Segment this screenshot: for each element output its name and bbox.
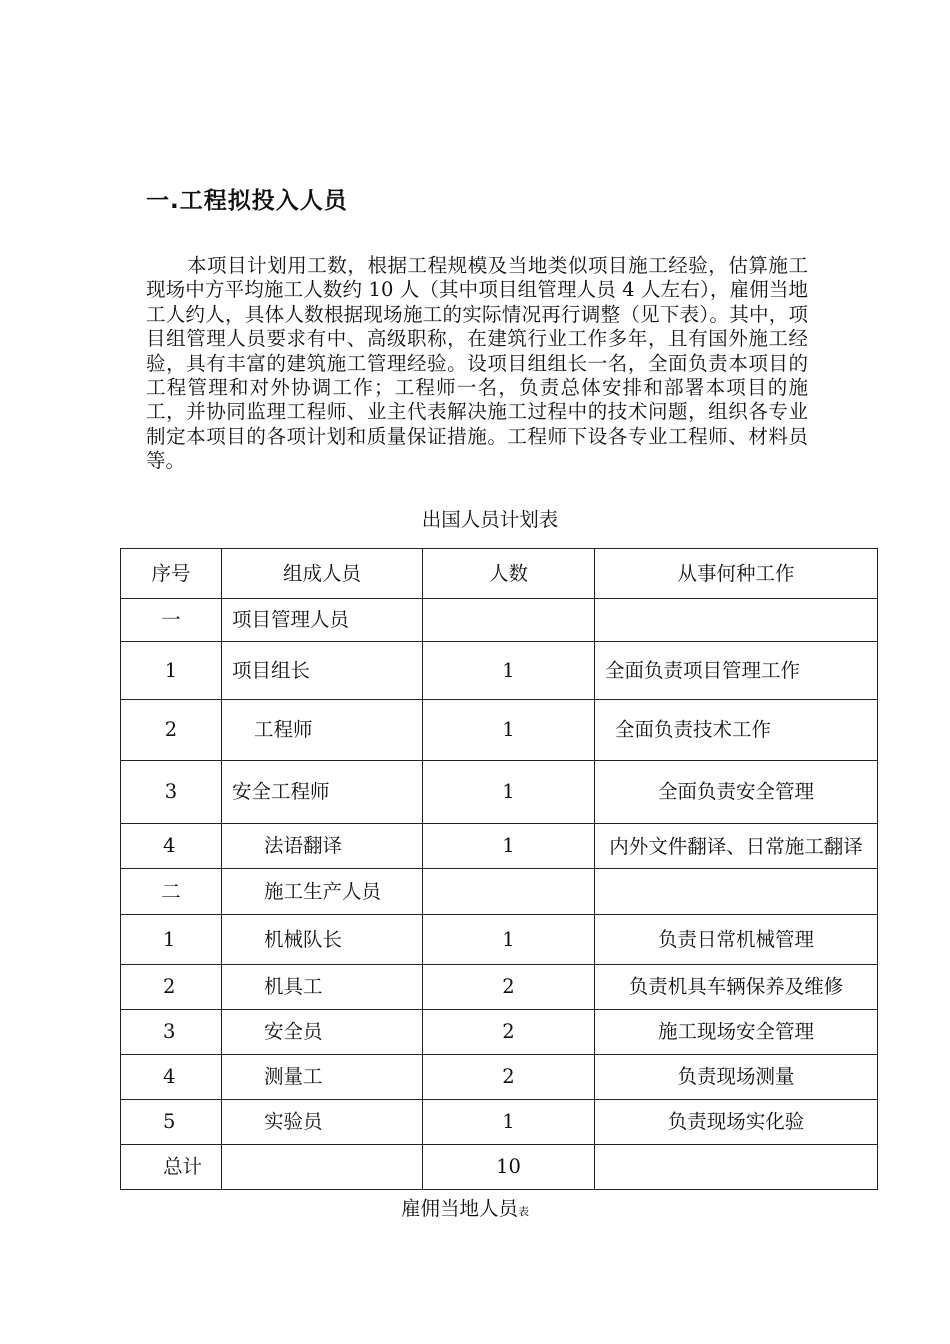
cell-total-count: 10 <box>423 1145 595 1190</box>
cell-count: 1 <box>423 642 595 700</box>
cell-member: 安全工程师 <box>222 761 423 824</box>
table-row <box>121 869 878 915</box>
cell-count: 1 <box>423 700 595 761</box>
table-total-row <box>121 1145 878 1190</box>
table-row <box>121 1100 878 1145</box>
cell-member: 安全员 <box>222 1010 423 1055</box>
cell-count: 1 <box>423 1100 595 1145</box>
cell-total-label: 总计 <box>121 1145 222 1190</box>
table-row <box>121 700 878 761</box>
cell-index: 4 <box>121 824 222 869</box>
header-member: 组成人员 <box>222 549 423 599</box>
next-caption-main: 雇佣当地人员 <box>400 1197 518 1220</box>
cell-count: 2 <box>423 1055 595 1100</box>
cell-member: 机具工 <box>222 965 423 1010</box>
cell-member: 测量工 <box>222 1055 423 1100</box>
cell-member: 施工生产人员 <box>222 869 423 915</box>
cell-member: 工程师 <box>222 700 423 761</box>
cell-index: 4 <box>121 1055 222 1100</box>
section-heading: 一.工程拟投入人员 <box>146 188 348 214</box>
cell-index: 5 <box>121 1100 222 1145</box>
cell-count: 2 <box>423 965 595 1010</box>
cell-index: 2 <box>121 700 222 761</box>
table-row <box>121 965 878 1010</box>
cell-count <box>423 599 595 642</box>
cell-member <box>222 1145 423 1190</box>
table-header-row <box>121 549 878 599</box>
table-row <box>121 761 878 824</box>
cell-index: 一 <box>121 599 222 642</box>
cell-index: 1 <box>121 642 222 700</box>
table-row <box>121 1010 878 1055</box>
header-index: 序号 <box>121 549 222 599</box>
cell-duty: 负责现场测量 <box>595 1055 878 1100</box>
cell-member: 项目组长 <box>222 642 423 700</box>
cell-count: 2 <box>423 1010 595 1055</box>
cell-duty: 全面负责安全管理 <box>595 761 878 824</box>
table-row <box>121 915 878 965</box>
cell-member: 机械队长 <box>222 915 423 965</box>
cell-duty <box>595 1145 878 1190</box>
cell-index: 1 <box>121 915 222 965</box>
cell-duty: 内外文件翻译、日常施工翻译 <box>595 824 878 869</box>
cell-duty <box>595 869 878 915</box>
table-row <box>121 824 878 869</box>
cell-duty: 负责日常机械管理 <box>595 915 878 965</box>
cell-duty: 负责机具车辆保养及维修 <box>595 965 878 1010</box>
table-row <box>121 642 878 700</box>
cell-index: 3 <box>121 1010 222 1055</box>
table-row <box>121 1055 878 1100</box>
cell-duty <box>595 599 878 642</box>
cell-duty: 全面负责技术工作 <box>595 700 878 761</box>
cell-count: 1 <box>423 915 595 965</box>
cell-index: 2 <box>121 965 222 1010</box>
cell-index: 3 <box>121 761 222 824</box>
cell-duty: 负责现场实化验 <box>595 1100 878 1145</box>
cell-index: 二 <box>121 869 222 915</box>
cell-duty: 施工现场安全管理 <box>595 1010 878 1055</box>
next-caption-small: 表 <box>518 1205 529 1218</box>
cell-member: 实验员 <box>222 1100 423 1145</box>
header-count: 人数 <box>423 549 595 599</box>
cell-count <box>423 869 595 915</box>
cell-duty: 全面负责项目管理工作 <box>595 642 878 700</box>
cell-member: 项目管理人员 <box>222 599 423 642</box>
cell-count: 1 <box>423 824 595 869</box>
header-duty: 从事何种工作 <box>595 549 878 599</box>
next-table-caption <box>0 1193 930 1221</box>
table-row <box>121 599 878 642</box>
cell-member: 法语翻译 <box>222 824 423 869</box>
body-paragraph: 本项目计划用工数，根据工程规模及当地类似项目施工经验，估算施工现场中方平均施工人数约 10 人（其中项目组管理人员 4 人左右），雇佣当地工人约人，具体人数根据现场施工的实际情况再行调整（见下表）。其中，项目组管理人员要求有中、高级职称，在建筑行业工作多年，且有国外施工经验，具有丰富的建筑施工管理经验。设项目组组长一名，全面负责本项目的工程管理和对外协调工作；工程师一名，负责总体安排和部署本项目的施工，并协同监理工程师、业主代表解决施工过程中的技术问题，组织各专业制定本项目的各项计划和质量保证措施。工程师下设各专业工程师、材料员等。 <box>146 254 808 473</box>
table-caption: 出国人员计划表 <box>421 508 559 531</box>
personnel-plan-table <box>120 548 878 1190</box>
cell-count: 1 <box>423 761 595 824</box>
